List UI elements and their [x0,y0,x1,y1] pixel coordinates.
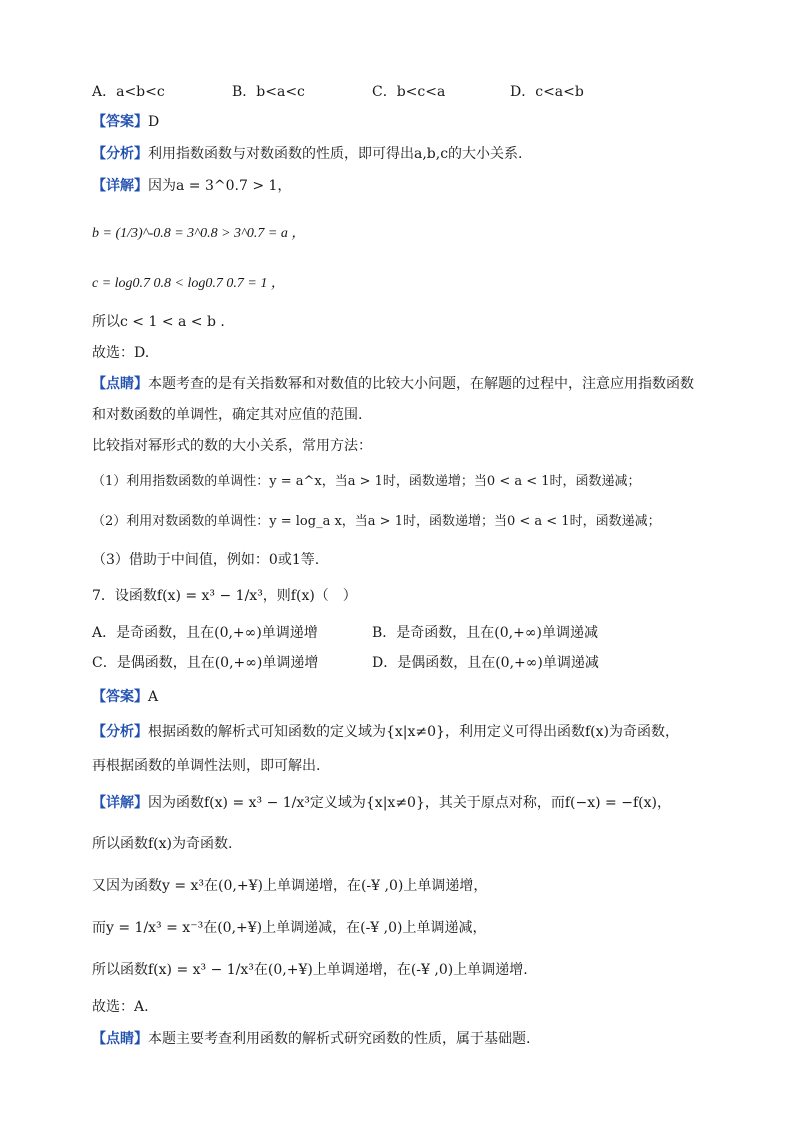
q6-answer [92,112,159,132]
answer-text: D [148,114,160,130]
q6-comment-line2: 和对数函数的单调性，确定其对应值的范围. [92,407,363,423]
q7-answer [92,687,158,707]
q7-stem: 7．设函数f(x) = x³ − 1/x³，则f(x)（ ） [92,588,357,604]
analysis-tag: 【分析】 [92,724,148,740]
comment-tag: 【点睛】 [92,376,148,392]
comment-line1: 本题考查的是有关指数幂和对数值的比较大小问题，在解题的过程中，注意应用指数函数 [148,376,694,392]
q7-option-a: A．是奇函数，且在(0,+∞)单调递增 [92,625,318,641]
q7-option-d: D．是偶函数，且在(0,+∞)单调递减 [372,655,599,671]
q7-detail-line1 [92,793,671,813]
comment-tag: 【点睛】 [92,1031,148,1047]
q6-detail-line4: 所以c < 1 < a < b . [92,314,225,330]
analysis-text: 利用指数函数与对数函数的性质，即可得出a,b,c的大小关系. [148,146,523,162]
analysis-line1: 根据函数的解析式可知函数的定义域为{x|x≠0}，利用定义可得出函数f(x)为奇函数， [148,724,679,740]
q6-detail-line2: b = (1/3)^-0.8 = 3^0.8 > 3^0.7 = a ， [92,226,306,241]
q6-option-a: A．a<b<c [92,84,165,100]
q7-detail-line3: 又因为函数y = x³在(0,+¥)上单调递增，在(-¥ ,0)上单调递增， [92,878,488,894]
answer-tag: 【答案】 [92,689,148,705]
q7-comment [92,1029,530,1049]
q6-comment-line4: （1）利用指数函数的单调性：y = a^x，当a > 1时，函数递增；当0 < a < 1时，函数递减； [92,474,641,489]
answer-tag: 【答案】 [92,114,148,130]
q7-detail-line6: 故选：A. [92,999,149,1015]
q7-analysis-line1 [92,722,679,742]
q6-comment-line3: 比较指对幂形式的数的大小关系，常用方法： [92,438,372,454]
q6-comment-line5: （2）利用对数函数的单调性：y = log_a x，当a > 1时，函数递增；当0 < a < 1时，函数递减； [92,514,661,529]
q6-comment-line6: （3）借助于中间值，例如：0或1等. [92,552,320,568]
q6-option-b: B．b<a<c [232,84,305,100]
q6-detail-line3: c = log0.7 0.8 < log0.7 0.7 = 1 ， [92,276,285,291]
q7-detail-line5: 所以函数f(x) = x³ − 1/x³在(0,+¥)上单调递增，在(-¥ ,0)上单调递增. [92,962,528,978]
q7-detail-line4: 而y = 1/x³ = x⁻³在(0,+¥)上单调递减，在(-¥ ,0)上单调递减， [92,920,487,936]
analysis-tag: 【分析】 [92,146,148,162]
detail-line1: 因为a = 3^0.7 > 1， [148,178,292,194]
q7-option-c: C．是偶函数，且在(0,+∞)单调递增 [92,655,319,671]
q6-option-c: C．b<c<a [372,84,446,100]
detail-tag: 【详解】 [92,178,148,194]
q6-detail-line1 [92,176,291,196]
comment-text: 本题主要考查利用函数的解析式研究函数的性质，属于基础题. [148,1031,531,1047]
detail-tag: 【详解】 [92,795,148,811]
q6-detail-line5: 故选：D. [92,345,150,361]
q7-option-b: B．是奇函数，且在(0,+∞)单调递减 [372,625,598,641]
q7-analysis-line2: 再根据函数的单调性法则，即可解出. [92,758,321,774]
q7-detail-line2: 所以函数f(x)为奇函数. [92,836,233,852]
q6-comment-line1 [92,374,694,394]
detail-line1: 因为函数f(x) = x³ − 1/x³定义域为{x|x≠0}，其关于原点对称，而f(−x) = −f(x)， [148,795,671,811]
q6-option-d: D．c<a<b [510,84,584,100]
q6-analysis [92,144,523,164]
answer-text: A [148,689,159,705]
